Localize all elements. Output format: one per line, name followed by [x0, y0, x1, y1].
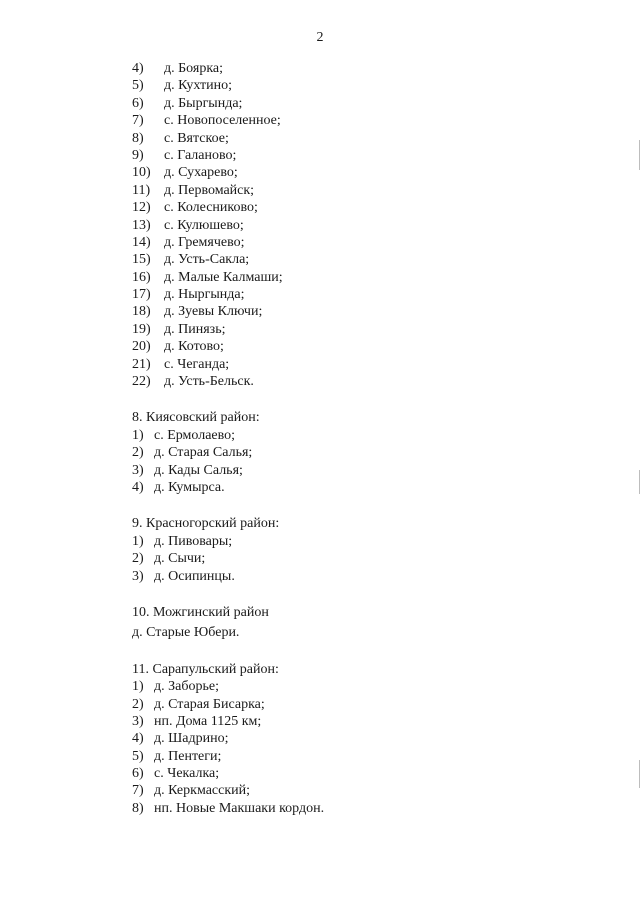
item-text: с. Ермолаево;: [154, 427, 236, 443]
item-number: 1): [132, 533, 144, 549]
list-item: [132, 303, 592, 320]
item-number: 12): [132, 200, 151, 216]
item-text: д. Первомайск;: [164, 182, 255, 198]
item-text: д. Старые Юбери.: [132, 625, 240, 641]
list-item: [132, 678, 592, 695]
settlement-list: [132, 533, 592, 585]
item-text: с. Чеганда;: [164, 356, 230, 372]
item-text: д. Шадрино;: [154, 731, 229, 747]
item-text: д. Кады Салья;: [154, 462, 243, 478]
item-text: д. Боярка;: [164, 61, 224, 76]
list-item: [132, 444, 592, 461]
item-text: д. Пинязь;: [164, 321, 226, 337]
list-item: [132, 112, 592, 129]
item-number: 10): [132, 165, 151, 181]
item-number: 14): [132, 234, 151, 250]
list-item: [132, 800, 592, 817]
section-heading: 11. Сарапульский район:: [132, 661, 279, 677]
item-text: с. Кулюшево;: [164, 217, 244, 233]
item-number: 3): [132, 462, 144, 478]
item-text: д. Усть-Сакла;: [164, 252, 250, 268]
item-text: с. Колесниково;: [164, 200, 258, 216]
item-text: д. Сычи;: [154, 551, 206, 567]
item-number: 3): [132, 568, 144, 584]
item-number: 9): [132, 147, 144, 163]
item-number: 2): [132, 696, 144, 712]
list-item: [132, 234, 592, 251]
list-item: [132, 462, 592, 479]
settlement-list: [132, 624, 592, 641]
item-number: 6): [132, 95, 144, 111]
list-item: [132, 624, 592, 641]
list-item: [132, 77, 592, 94]
item-number: 7): [132, 783, 144, 799]
list-item: [132, 550, 592, 567]
item-number: 4): [132, 61, 144, 76]
list-item: [132, 60, 592, 77]
item-text: д. Пивовары;: [154, 533, 233, 549]
item-text: д. Заборье;: [154, 679, 219, 695]
continued-settlement-list: [132, 60, 592, 390]
list-item: [132, 130, 592, 147]
section-krasnogorsky: [132, 515, 592, 585]
section-heading: 10. Можгинский район: [132, 604, 269, 620]
item-number: 13): [132, 217, 151, 233]
list-item: [132, 568, 592, 585]
item-number: 19): [132, 321, 151, 337]
item-number: 7): [132, 113, 144, 129]
list-item: [132, 427, 592, 444]
item-number: 3): [132, 713, 144, 729]
section-kiyasovsky: [132, 409, 592, 496]
item-number: 22): [132, 374, 151, 390]
item-text: д. Малые Калмаши;: [164, 269, 283, 285]
list-item: [132, 765, 592, 782]
list-item: [132, 356, 592, 373]
list-item: [132, 95, 592, 112]
item-number: 8): [132, 130, 144, 146]
item-number: 1): [132, 427, 144, 443]
list-item: [132, 182, 592, 199]
section-heading: 8. Киясовский район:: [132, 410, 260, 426]
list-item: [132, 479, 592, 496]
section-mozhginsky: [132, 604, 592, 642]
item-text: д. Кухтино;: [164, 78, 233, 94]
item-number: 8): [132, 800, 144, 816]
list-item: [132, 199, 592, 216]
item-text: д. Старая Салья;: [154, 445, 253, 461]
item-text: д. Котово;: [164, 339, 224, 355]
item-text: нп. Дома 1125 км;: [154, 713, 262, 729]
item-text: д. Осипинцы.: [154, 568, 235, 584]
item-number: 6): [132, 766, 144, 782]
section-sarapulsky: [132, 661, 592, 818]
item-number: 1): [132, 679, 144, 695]
list-item: [132, 147, 592, 164]
list-item: [132, 782, 592, 799]
list-item: [132, 286, 592, 303]
item-text: д. Зуевы Ключи;: [164, 304, 263, 320]
list-item: [132, 269, 592, 286]
item-number: 11): [132, 182, 151, 198]
item-text: д. Гремячево;: [164, 234, 245, 250]
item-number: 18): [132, 304, 151, 320]
item-number: 2): [132, 551, 144, 567]
list-item: [132, 696, 592, 713]
list-item: [132, 730, 592, 747]
item-text: д. Кумырса.: [154, 479, 225, 495]
item-number: 17): [132, 287, 151, 303]
list-item: [132, 338, 592, 355]
item-text: с. Чекалка;: [154, 766, 220, 782]
item-number: 4): [132, 731, 144, 747]
item-text: с. Новопоселенное;: [164, 113, 281, 129]
section-heading: 9. Красногорский район:: [132, 516, 280, 532]
item-number: 21): [132, 356, 151, 372]
item-text: д. Керкмасский;: [154, 783, 251, 799]
document-body: [132, 60, 592, 817]
list-item: [132, 713, 592, 730]
item-text: нп. Новые Макшаки кордон.: [154, 800, 325, 816]
item-text: д. Быргында;: [164, 95, 243, 111]
list-item: [132, 217, 592, 234]
page-number: 2: [316, 30, 324, 45]
item-text: д. Ныргында;: [164, 287, 245, 303]
settlement-list: [132, 678, 592, 817]
item-number: 2): [132, 445, 144, 461]
list-item: [132, 251, 592, 268]
item-number: 15): [132, 252, 151, 268]
list-item: [132, 748, 592, 765]
item-number: 20): [132, 339, 151, 355]
item-text: д. Пентеги;: [154, 748, 222, 764]
list-item: [132, 533, 592, 550]
item-number: 16): [132, 269, 151, 285]
item-text: с. Вятское;: [164, 130, 229, 146]
item-number: 4): [132, 479, 144, 495]
item-number: 5): [132, 78, 144, 94]
item-text: д. Старая Бисарка;: [154, 696, 265, 712]
item-number: 5): [132, 748, 144, 764]
item-text: с. Галаново;: [164, 147, 237, 163]
list-item: [132, 321, 592, 338]
list-item: [132, 164, 592, 181]
list-item: [132, 373, 592, 390]
item-text: д. Усть-Бельск.: [164, 374, 254, 390]
settlement-list: [132, 427, 592, 497]
item-text: д. Сухарево;: [164, 165, 238, 181]
